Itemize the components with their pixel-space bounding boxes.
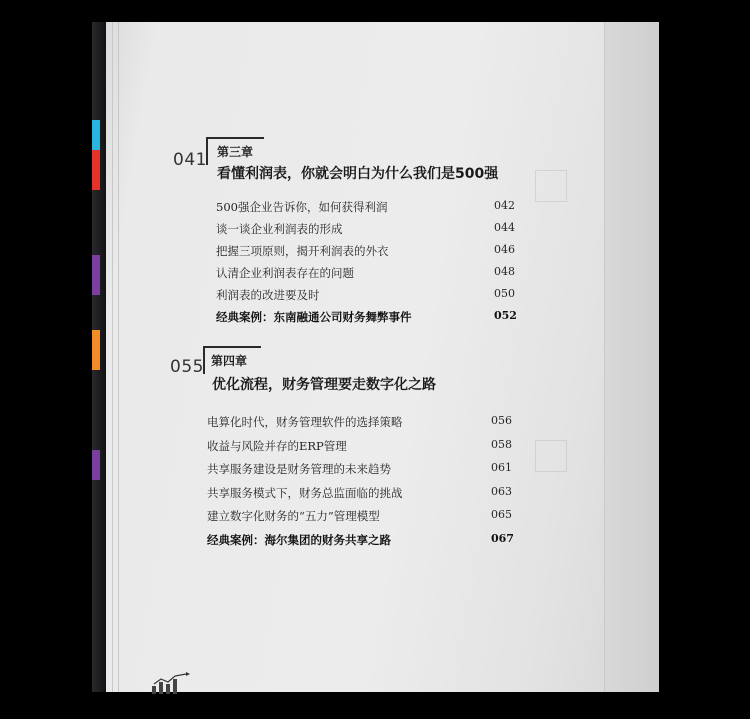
toc-entry-page: 067 (491, 531, 514, 545)
toc-entry-page: 048 (494, 265, 515, 278)
toc-entry-title: 共享服务建设是财务管理的未来趋势 (207, 462, 391, 476)
chapter-3-toc-list (216, 199, 517, 329)
spine-stripe-orange (92, 330, 100, 370)
toc-entry[interactable] (216, 199, 515, 219)
spine-stripe-red (92, 150, 100, 190)
toc-entry-title: 500强企业告诉你，如何获得利润 (216, 200, 388, 214)
page-edge (604, 22, 659, 692)
toc-entry-page: 042 (494, 199, 515, 212)
toc-entry-title: 经典案例：东南融通公司财务舞弊事件 (216, 310, 412, 324)
chapter-3-label: 第三章 (217, 145, 254, 159)
toc-entry[interactable] (207, 531, 514, 552)
toc-entry[interactable] (216, 221, 515, 241)
toc-entry-page: 056 (491, 414, 512, 427)
toc-entry-title: 建立数字化财务的“五力”管理模型 (207, 509, 380, 523)
spine-stripe-purple-2 (92, 450, 100, 480)
toc-entry[interactable] (207, 414, 510, 434)
toc-entry-title: 把握三项原则，揭开利润表的外衣 (216, 244, 389, 258)
chapter-4-title: 优化流程，财务管理要走数字化之路 (212, 377, 436, 393)
spine-stripe-purple (92, 255, 100, 295)
show-through-box (535, 170, 567, 202)
toc-entry-page: 061 (491, 461, 512, 474)
page-gutter-line-2 (118, 22, 119, 692)
toc-entry-title: 认清企业利润表存在的问题 (216, 266, 354, 280)
chapter-4-toc-list (207, 414, 514, 554)
toc-entry[interactable] (207, 461, 510, 481)
toc-entry[interactable] (216, 287, 515, 307)
toc-entry-title: 利润表的改进要及时 (216, 288, 320, 302)
toc-entry[interactable] (207, 508, 510, 528)
toc-entry-title: 谈一谈企业利润表的形成 (216, 222, 343, 236)
toc-entry-title: 电算化时代，财务管理软件的选择策略 (207, 415, 403, 429)
toc-entry-page: 052 (494, 309, 517, 322)
decorative-growth-chart-icon (150, 672, 195, 694)
toc-entry[interactable] (216, 309, 517, 329)
toc-entry-page: 050 (494, 287, 515, 300)
toc-entry-title: 经典案例：海尔集团的财务共享之路 (207, 532, 391, 547)
chapter-3-title: 看懂利润表，你就会明白为什么我们是500强 (217, 166, 499, 182)
toc-entry[interactable] (207, 438, 510, 458)
spine-stripe-cyan (92, 120, 100, 150)
toc-entry-page: 063 (491, 484, 512, 498)
page-gutter-line (112, 22, 113, 692)
toc-entry[interactable] (207, 485, 510, 505)
chapter-4-label: 第四章 (211, 354, 248, 368)
chapter-3-page-number: 041 (173, 150, 207, 170)
toc-entry-title: 收益与风险并存的ERP管理 (207, 438, 347, 453)
chapter-4-page-number: 055 (170, 357, 204, 377)
toc-entry-title: 共享服务模式下，财务总监面临的挑战 (207, 485, 403, 500)
toc-entry[interactable] (216, 265, 515, 285)
toc-entry-page: 065 (491, 508, 512, 521)
toc-entry[interactable] (216, 243, 515, 263)
toc-entry-page: 058 (491, 437, 512, 451)
toc-entry-page: 046 (494, 243, 515, 256)
show-through-box-2 (535, 440, 567, 472)
toc-entry-page: 044 (494, 221, 515, 234)
